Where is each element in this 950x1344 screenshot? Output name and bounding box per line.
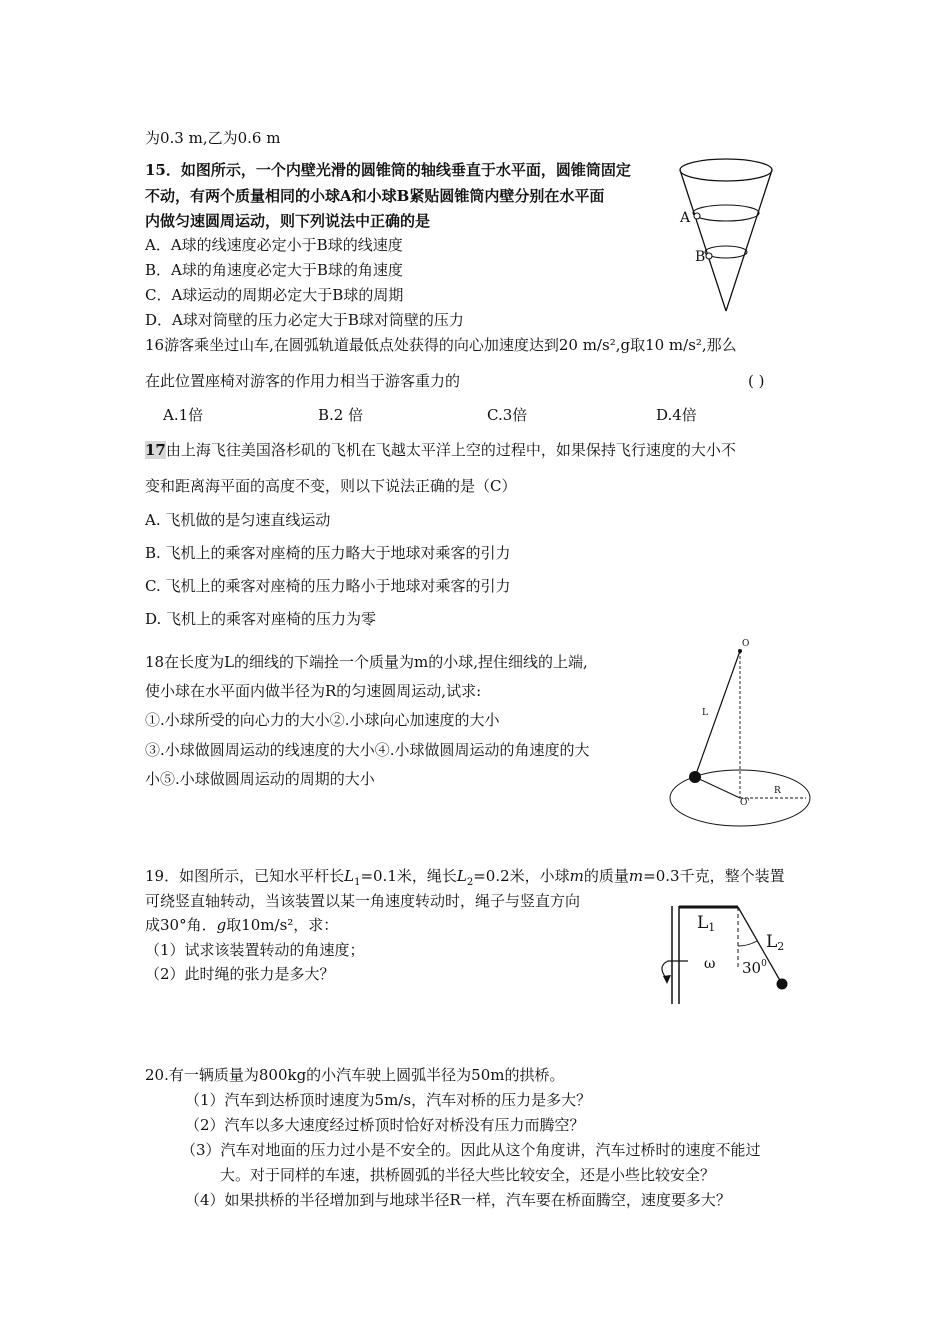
label-l2: L2: [766, 932, 785, 953]
label-center-o: O': [740, 798, 750, 808]
label-l: L: [702, 708, 708, 718]
cone-right-wall: [726, 170, 772, 311]
q15-option-b: B．A球的角速度必定大于B球的角速度: [145, 261, 403, 279]
q19-line-1-d: 的质量: [583, 867, 629, 885]
q19-l1-symbol: L: [344, 867, 355, 885]
rotating-rod-figure: [652, 898, 802, 1008]
q15-option-c: C．A球运动的周期必定大于B球的周期: [145, 286, 404, 304]
q19-line-1-c: =0.2米，小球: [473, 867, 570, 885]
q18-line-1: 18在长度为L的细线的下端拴一个质量为m的小球,捏住细线的上端,: [145, 653, 588, 671]
angle-arc: [738, 941, 757, 946]
q19-sub-1: （1）试求该装置转动的角速度；: [145, 941, 365, 959]
q19-line-3-a: 成30°角．: [145, 916, 217, 934]
pivot-point: [738, 649, 742, 653]
q17-line-1: [145, 440, 736, 460]
q20-sub-3: （3）汽车对地面的压力过小是不安全的。因此从这个角度讲，汽车过桥时的速度不能过: [181, 1141, 761, 1159]
q19-sub-2: （2）此时绳的张力是多大？: [145, 965, 335, 983]
label-angle: $30^0$: [742, 959, 767, 977]
q20-stem: 20.有一辆质量为800kg的小汽车驶上圆弧半径为50m的拱桥。: [145, 1066, 565, 1084]
orbit-a: [693, 205, 759, 221]
cone-rim: [680, 159, 772, 181]
q19-l2-sub: 2: [466, 877, 474, 888]
cone-left-wall: [680, 170, 726, 311]
q16-option-b: B.2 倍: [318, 406, 364, 424]
q18-line-2: 使小球在水平面内做半径为R的匀速圆周运动,试求:: [145, 682, 482, 700]
q15-stem-line-3: 内做匀速圆周运动，则下列说法中正确的是: [145, 212, 431, 230]
label-l1: L1: [697, 913, 716, 934]
rotation-arrowhead: [663, 975, 671, 984]
q15-stem-line-1: 15．如图所示，一个内壁光滑的圆锥筒的轴线垂直于水平面，圆锥筒固定: [145, 161, 631, 179]
label-r: R: [774, 786, 781, 796]
rotation-arrow: [662, 961, 688, 978]
q14-tail: 为0.3 m,乙为0.6 m: [145, 129, 281, 147]
q19-line-1-e: =0.3千克，整个装置: [643, 867, 785, 885]
q15-option-d: D．A球对筒壁的压力必定大于B球对筒壁的压力: [145, 311, 464, 329]
q16-option-d: D.4倍: [656, 406, 697, 424]
q19-m-symbol-1: m: [569, 867, 584, 885]
q17-option-d: D. 飞机上的乘客对座椅的压力为零: [145, 610, 377, 628]
q16-answer-blank: ( ): [748, 372, 765, 390]
q18-line-5: 小⑤.小球做圆周运动的周期的大小: [145, 770, 375, 788]
q17-line-1-text: 由上海飞往美国洛杉矶的飞机在飞越太平洋上空的过程中，如果保持飞行速度的大小不: [165, 441, 736, 459]
q20-sub-2: （2）汽车以多大速度经过桥顶时恰好对桥没有压力而腾空？: [185, 1116, 585, 1134]
q16-option-c: C.3倍: [487, 406, 528, 424]
q19-line-1-a: 19．如图所示，已知水平杆长: [145, 867, 345, 885]
label-a: A: [680, 210, 691, 226]
label-b: B: [695, 249, 706, 265]
ball-m: [777, 979, 788, 990]
q15-stem-line-2: 不动，有两个质量相同的小球A和小球B紧贴圆锥筒内壁分别在水平面: [145, 187, 605, 205]
q19-line-1: [145, 866, 785, 893]
cone-figure: [672, 150, 780, 320]
q20-sub-3-cont: 大。对于同样的车速，拱桥圆弧的半径大些比较安全，还是小些比较安全？: [220, 1166, 716, 1184]
q19-line-2: 可绕竖直轴转动，当该装置以某一角速度转动时，绳子与竖直方向: [145, 892, 581, 910]
q19-g-symbol: g: [216, 916, 227, 934]
label-top-o: O: [742, 639, 750, 649]
q20-sub-1: （1）汽车到达桥顶时速度为5m/s，汽车对桥的压力是多大？: [185, 1091, 592, 1109]
q20-sub-4: （4）如果拱桥的半径增加到与地球半径R一样，汽车要在桥面腾空，速度要多大？: [185, 1191, 731, 1209]
q17-option-a: A. 飞机做的是匀速直线运动: [145, 511, 331, 529]
q17-number: 17: [145, 441, 166, 459]
q17-line-2: 变和距离海平面的高度不变，则以下说法正确的是（C）: [145, 477, 517, 495]
q19-line-3-b: 取10m/s²，求：: [226, 916, 339, 934]
q19-line-1-b: =0.1米，绳长: [360, 867, 457, 885]
radius-line: [695, 777, 740, 798]
ball-b: [706, 253, 712, 259]
ball-a: [694, 213, 700, 219]
label-omega: ω: [704, 956, 716, 972]
q17-option-b: B. 飞机上的乘客对座椅的压力略大于地球对乘客的引力: [145, 544, 511, 562]
q15-option-a: A．A球的线速度必定小于B球的线速度: [145, 236, 403, 254]
q19-line-3: [145, 915, 338, 935]
q19-l2-symbol: L: [456, 867, 467, 885]
q17-option-c: C. 飞机上的乘客对座椅的压力略小于地球对乘客的引力: [145, 577, 511, 595]
q19-l1-sub: 1: [354, 877, 361, 888]
q18-line-3: ①.小球所受的向心力的大小②.小球向心加速度的大小: [145, 711, 500, 729]
q16-option-a: A.1倍: [163, 406, 204, 424]
q16-line-2: 在此位置座椅对游客的作用力相当于游客重力的: [145, 372, 461, 390]
q19-m-symbol-2: m: [628, 867, 644, 885]
conical-pendulum-figure: [668, 635, 814, 840]
pendulum-ball: [689, 771, 701, 783]
q18-line-4: ③.小球做圆周运动的线速度的大小④.小球做圆周运动的角速度的大: [145, 741, 590, 759]
q16-line-1: 16游客乘坐过山车,在圆弧轨道最低点处获得的向心加速度达到20 m/s²,g取10 m/s²,那么: [145, 336, 737, 354]
